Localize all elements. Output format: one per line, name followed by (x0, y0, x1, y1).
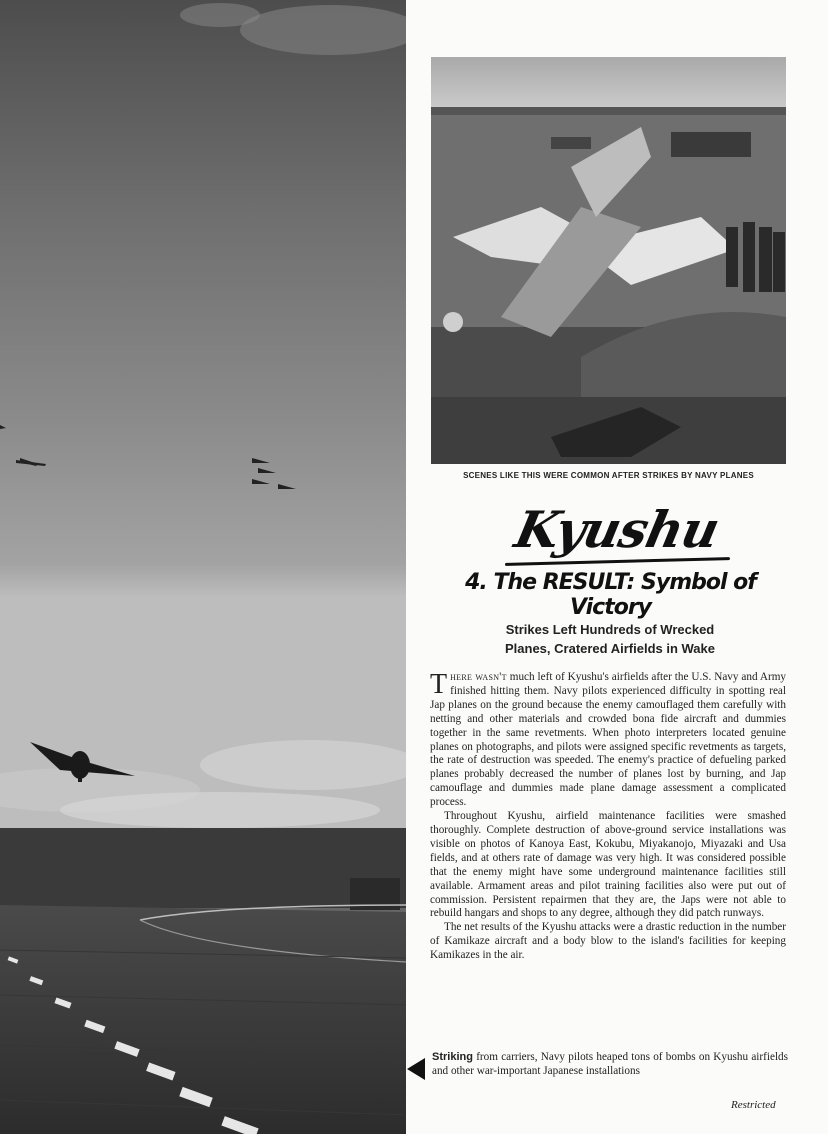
section-subtitle: 4. The RESULT: Symbol of Victory (465, 570, 756, 620)
paragraph-1 (430, 671, 786, 810)
photo-caption-striking (432, 1050, 788, 1078)
footer-restricted: Restricted (731, 1099, 776, 1111)
deck-line-2: Planes, Cratered Airfields in Wake (505, 641, 715, 656)
article-body (430, 671, 786, 963)
drop-cap: T (430, 669, 448, 700)
striking-text: from carriers, Navy pilots heaped tons of bombs on Kyushu airfields and other war-important Japanese installations (432, 1051, 788, 1077)
paragraph-1-text: much left of Kyushu's airfields after the U.S. Navy and Army finished hitting them. Navy pilots experienced difficulty in spotting real Jap planes on the ground because the enemy camouflaged them carefully with netting and other materials and crowded bona fide aircraft and dummies together in the same revetments. When photo interpreters located genuine planes on photographs, and pilots were assigned specific revetments as targets, the rate of destruction was speeded. The enemy's practice of defueling parked planes probably decreased the number of planes lost by burning, and Jap camouflage and dummies made plane damage assessment a complicated process. (430, 671, 786, 809)
lead-smallcaps: here wasn't (450, 671, 507, 683)
script-title: Kyushu (509, 500, 725, 559)
paragraph-3: The net results of the Kyushu attacks were a drastic reduction in the number of Kamikaze aircraft and a body blow to the island's facilities for keeping Kamikazes in the air. (430, 921, 786, 962)
carrier-deck-photo (0, 0, 406, 1134)
striking-lead: Striking (432, 1051, 473, 1063)
left-pointer-icon (407, 1058, 425, 1080)
deck-headline (440, 620, 780, 658)
photo-caption: SCENES LIKE THIS WERE COMMON AFTER STRIKES BY NAVY PLANES (463, 471, 754, 480)
deck-line-1: Strikes Left Hundreds of Wrecked (505, 622, 715, 637)
paragraph-2: Throughout Kyushu, airfield maintenance facilities were smashed thoroughly. Complete destruction of above-ground service installations was visible on photos of Kanoya East, Kokubu, Miyakanojo, Miyazaki and Usa fields, and at others rate of damage was very high. It was considered possible that the enemy might have some underground maintenance facilities still available. Armament areas and pilot training facilities also were put out of commission. Persistent repairmen that they are, the Japs were not able to rebuild hangars and shops to any degree, although they did patch runways. (430, 810, 786, 920)
wrecked-plane-photo (431, 57, 786, 464)
